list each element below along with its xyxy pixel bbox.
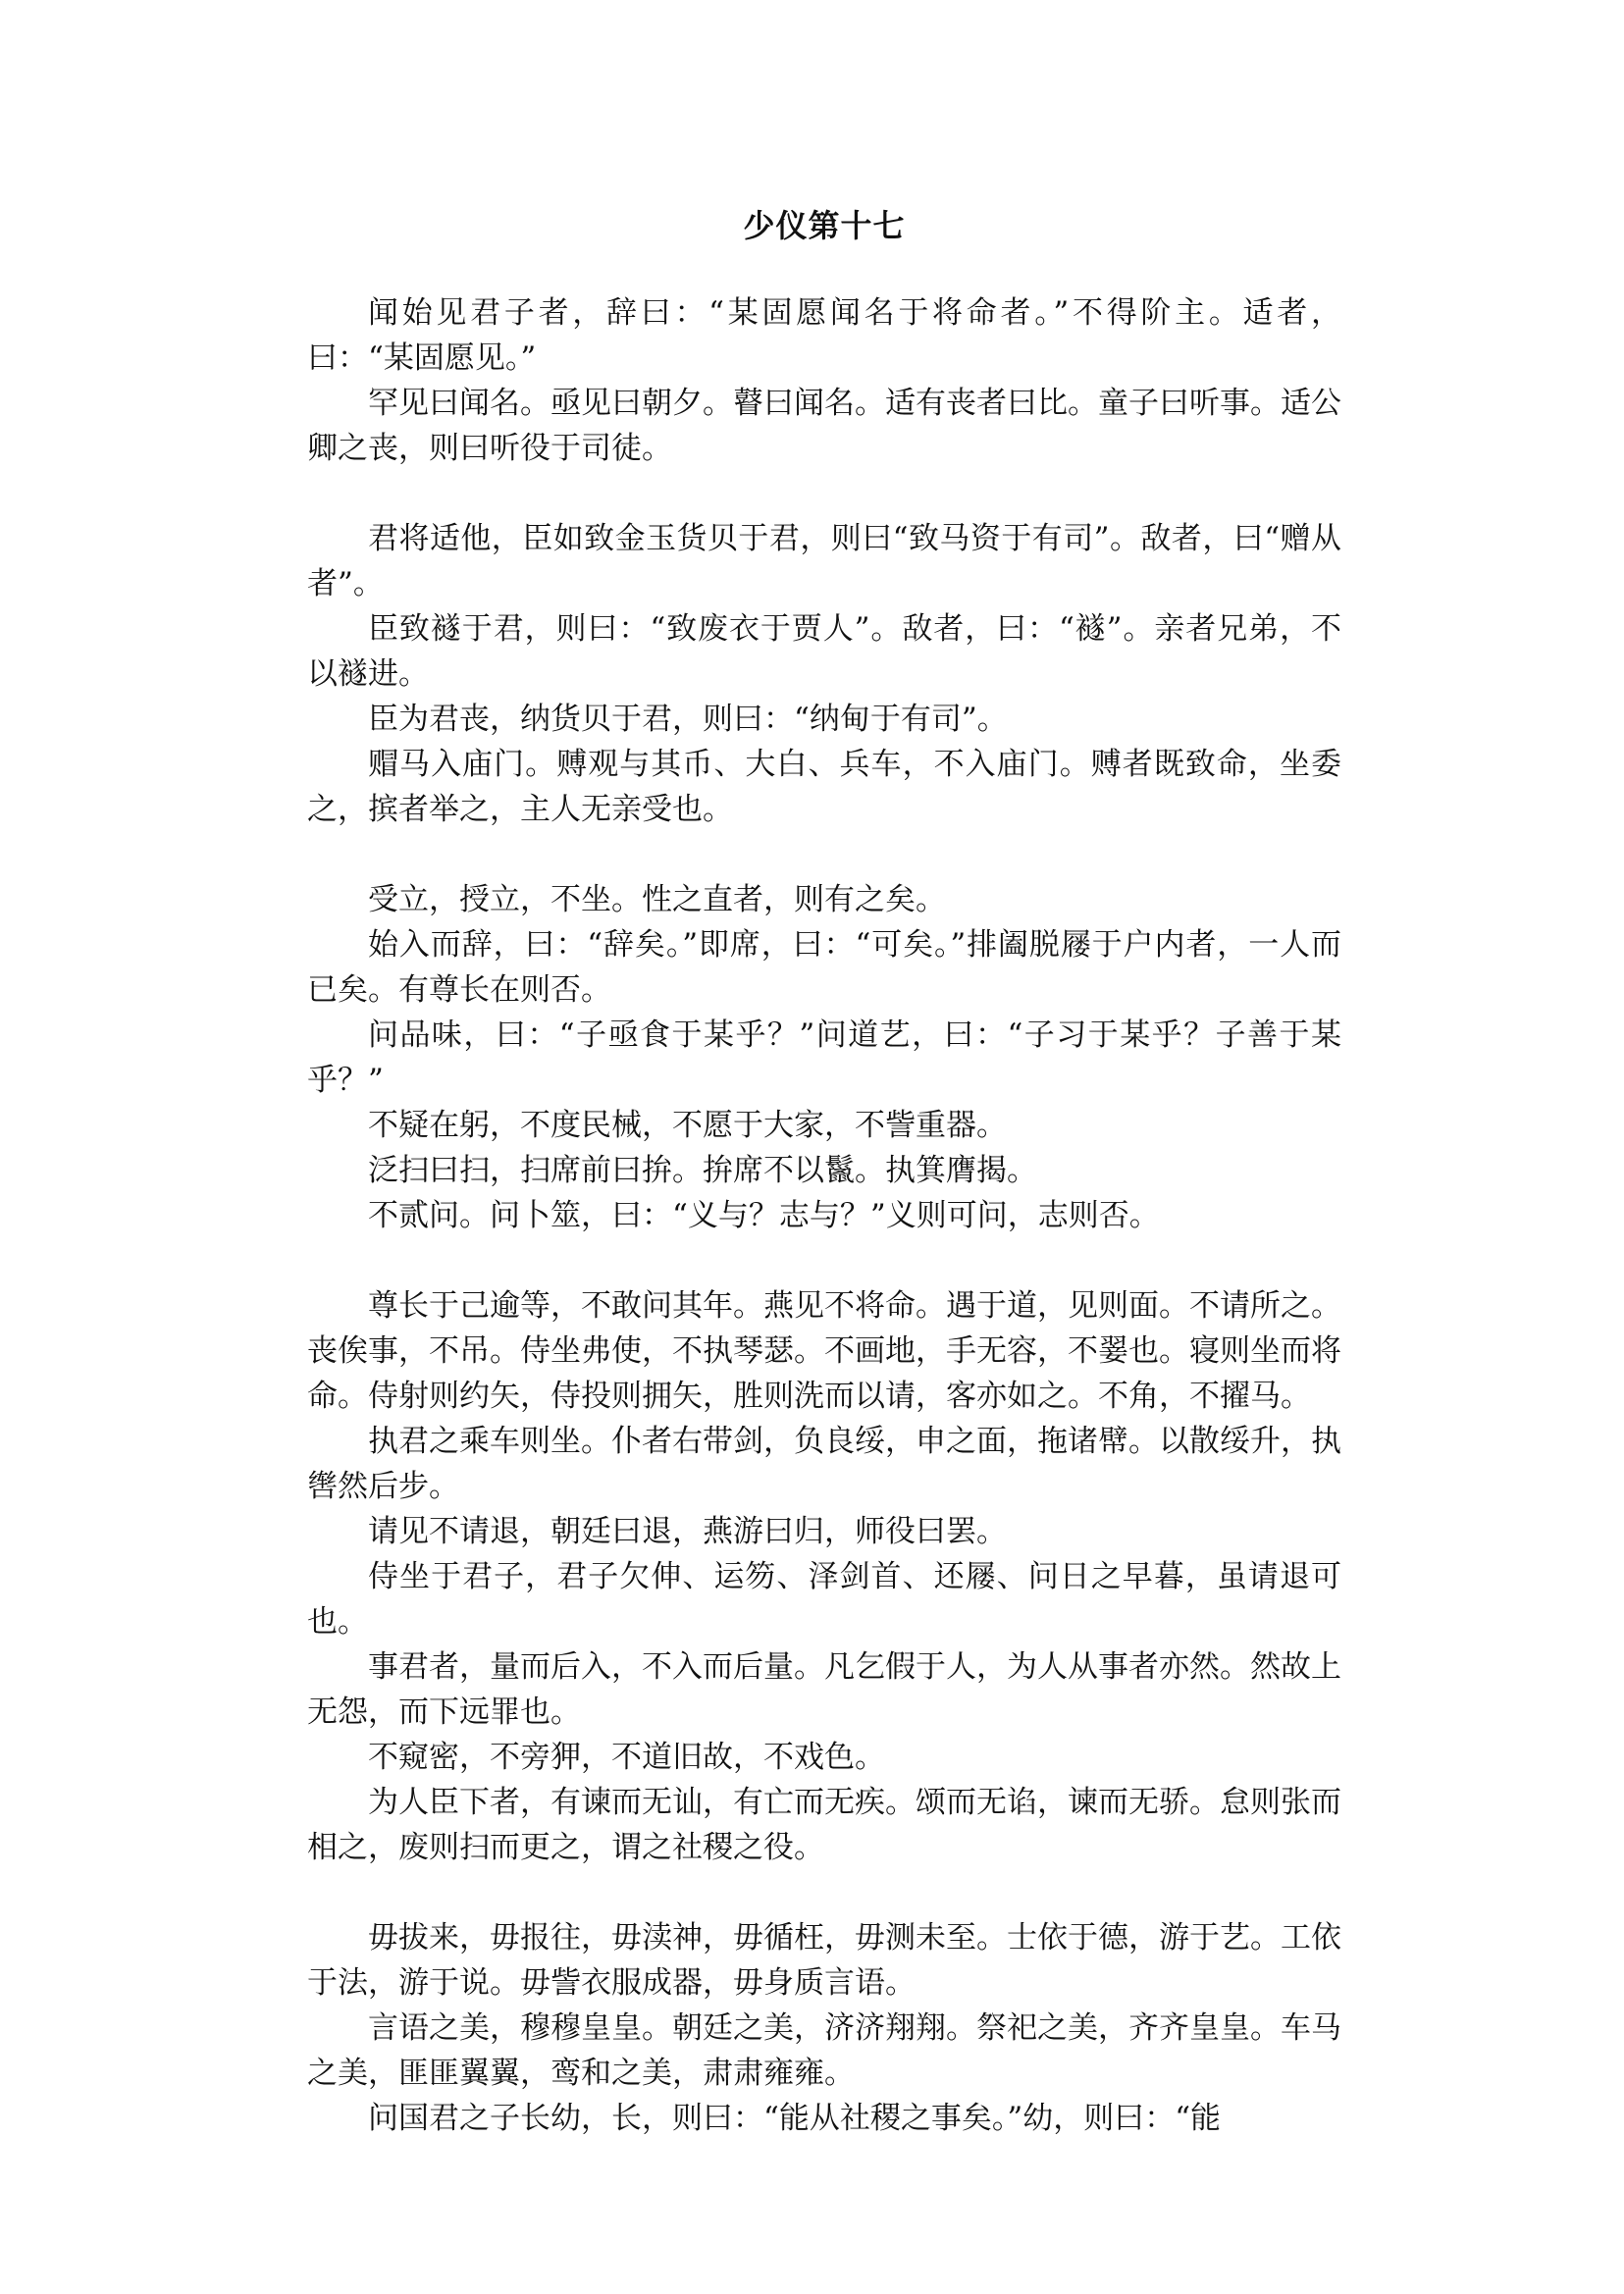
section: [307, 1915, 1341, 2141]
paragraph: 言语之美，穆穆皇皇。朝廷之美，济济翔翔。祭祀之美，齐齐皇皇。车马之美，匪匪翼翼，鸾和之美，肃肃雍雍。: [307, 2010, 1341, 2091]
section: [307, 516, 1341, 832]
paragraph: 罕见曰闻名。亟见曰朝夕。瞽曰闻名。适有丧者曰比。童子曰听事。适公卿之丧，则曰听役于司徒。: [307, 386, 1341, 466]
section-gap: [307, 1238, 1341, 1283]
paragraph: 问品味，曰：“子亟食于某乎？”问道艺，曰：“子习于某乎？子善于某乎？”: [307, 1017, 1341, 1098]
paragraph: 为人臣下者，有谏而无讪，有亡而无疾。颂而无谄，谏而无骄。怠则张而相之，废则扫而更之，谓之社稷之役。: [307, 1785, 1341, 1865]
section: [307, 877, 1341, 1238]
paragraph: 不疑在躬，不度民械，不愿于大家，不訾重器。: [368, 1108, 1007, 1143]
paragraph: 毋拔来，毋报往，毋渎神，毋循枉，毋测未至。士依于德，游于艺。工依于法，游于说。毋訾衣服成器，毋身质言语。: [307, 1920, 1341, 2001]
document-title: 少仪第十七: [743, 207, 906, 244]
document-page: [307, 186, 1341, 2141]
paragraph: 尊长于己逾等，不敢问其年。燕见不将命。遇于道，见则面。不请所之。丧俟事，不吊。侍坐弗使，不执琴瑟。不画地，手无容，不翣也。寝则坐而将命。侍射则约矢，侍投则拥矢，胜则洗而以请，客亦如之。不角，不擢马。: [307, 1288, 1341, 1414]
section-gap: [307, 832, 1341, 877]
paragraph: 臣致襚于君，则曰：“致废衣于贾人”。敌者，曰：“襚”。亲者兄弟，不以襚进。: [307, 611, 1341, 692]
paragraph: 泛扫曰扫，扫席前曰拚。拚席不以鬣。执箕膺揭。: [368, 1153, 1037, 1188]
paragraph: 君将适他，臣如致金玉货贝于君，则曰“致马资于有司”。敌者，曰“赠从者”。: [307, 521, 1341, 601]
paragraph: 侍坐于君子，君子欠伸、运笏、泽剑首、还屦、问日之早暮，虽请退可也。: [307, 1559, 1341, 1640]
paragraph: 不窥密，不旁狎，不道旧故，不戏色。: [368, 1740, 885, 1775]
paragraph: 请见不请退，朝廷曰退，燕游曰归，师役曰罢。: [368, 1514, 1007, 1549]
paragraph: 臣为君丧，纳货贝于君，则曰：“纳甸于有司”。: [368, 702, 1008, 737]
section: [307, 290, 1341, 471]
paragraph: 赗马入庙门。赙观与其币、大白、兵车，不入庙门。赙者既致命，坐委之，摈者举之，主人无亲受也。: [307, 747, 1341, 827]
paragraph: 始入而辞，曰：“辞矣。”即席，曰：“可矣。”排阖脱屦于户内者，一人而已矣。有尊长在则否。: [307, 927, 1341, 1008]
paragraph: 不贰问。问卜筮，曰：“义与？志与？”义则可问，志则否。: [368, 1198, 1160, 1233]
section-gap: [307, 471, 1341, 516]
paragraph: 事君者，量而后入，不入而后量。凡乞假于人，为人从事者亦然。然故上无怨，而下远罪也。: [307, 1649, 1341, 1730]
section: [307, 1283, 1341, 1870]
section-gap: [307, 1870, 1341, 1915]
paragraph: 受立，授立，不坐。性之直者，则有之矣。: [368, 882, 946, 917]
paragraph: 执君之乘车则坐。仆者右带剑，负良绥，申之面，拖诸幦。以散绥升，执辔然后步。: [307, 1424, 1341, 1504]
paragraph: 问国君之子长幼，长，则曰：“能从社稷之事矣。”幼，则曰：“能: [368, 2101, 1222, 2136]
paragraph: 闻始见君子者，辞曰：“某固愿闻名于将命者。”不得阶主。适者，曰：“某固愿见。”: [307, 295, 1341, 376]
